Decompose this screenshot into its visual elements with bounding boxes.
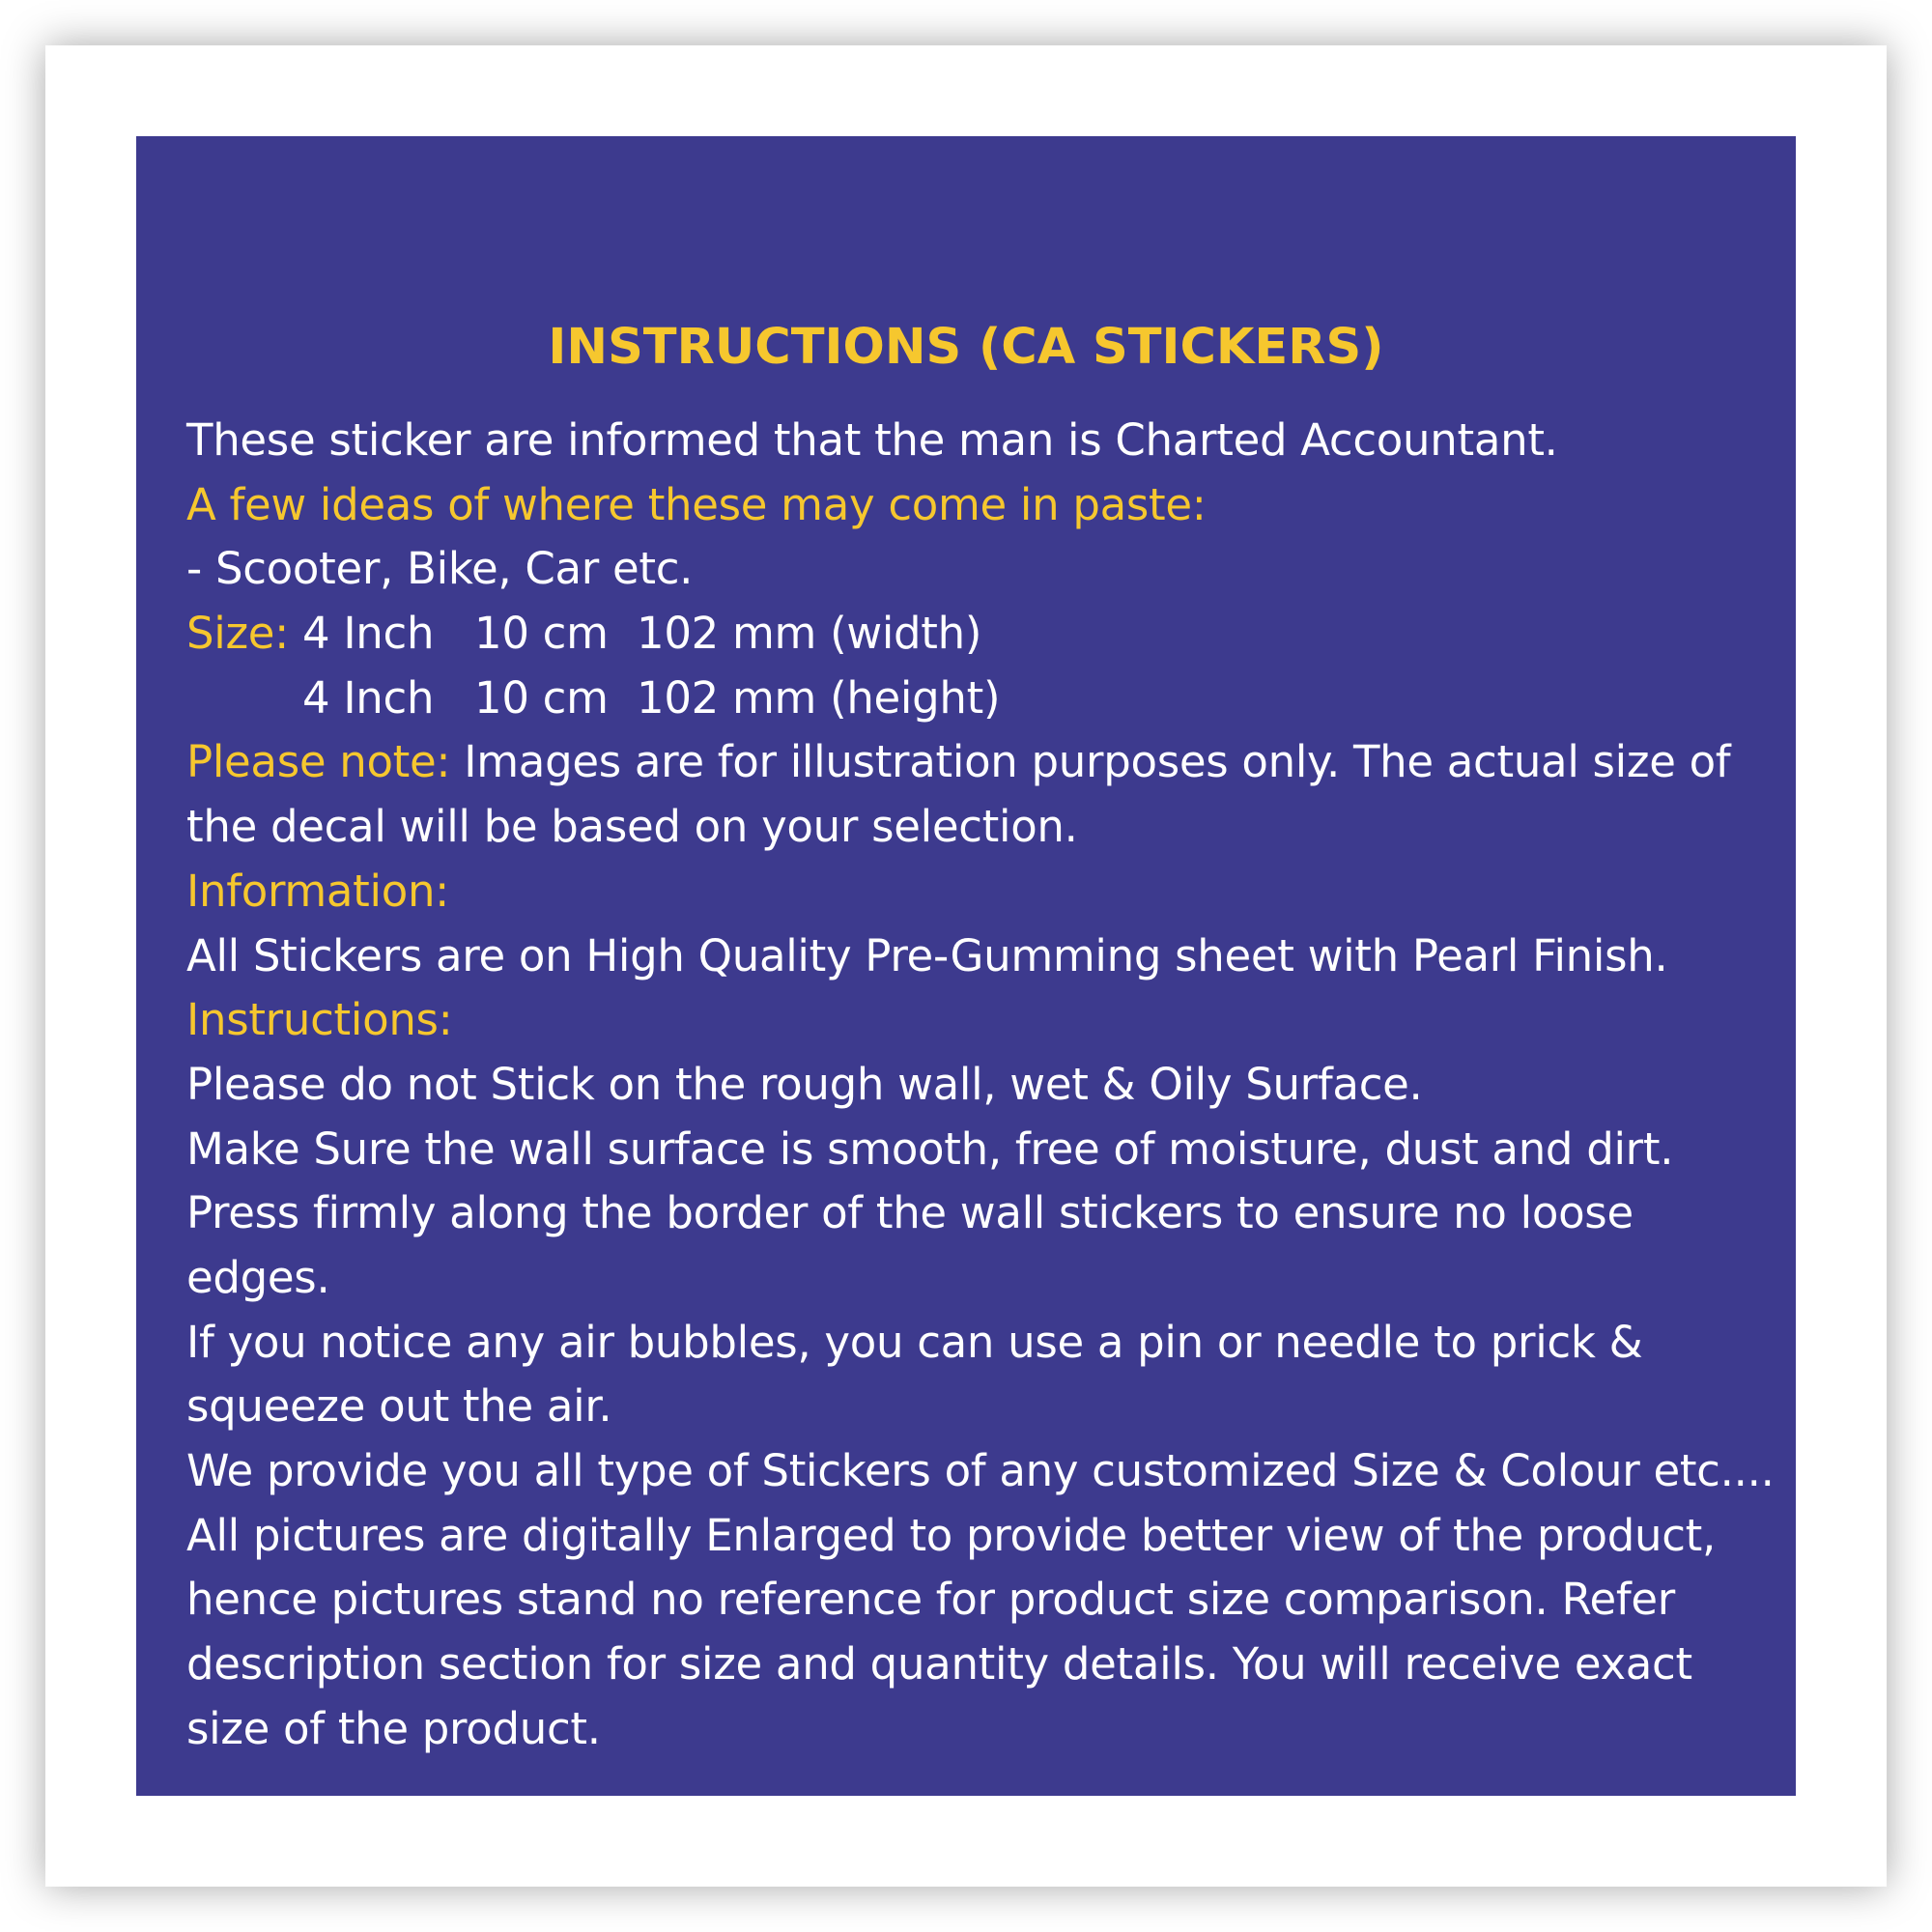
instruction-line: hence pictures stand no reference for product size comparison. Refer bbox=[186, 1574, 1675, 1626]
size-mm: 102 mm (height) bbox=[637, 671, 1001, 724]
note-label: Please note: bbox=[186, 736, 451, 788]
ideas-heading: A few ideas of where these may come in paste: bbox=[186, 478, 1207, 530]
note-line-2: the decal will be based on your selection. bbox=[186, 801, 1078, 853]
size-mm: 102 mm (width) bbox=[637, 608, 982, 660]
size-inch: 4 Inch bbox=[302, 608, 435, 660]
information-text: All Stickers are on High Quality Pre-Gumming sheet with Pearl Finish. bbox=[186, 929, 1668, 981]
page-title: INSTRUCTIONS (CA STICKERS) bbox=[548, 319, 1384, 376]
instruction-line: Make Sure the wall surface is smooth, free of moisture, dust and dirt. bbox=[186, 1122, 1674, 1175]
instruction-line: All pictures are digitally Enlarged to provide better view of the product, bbox=[186, 1509, 1716, 1561]
ideas-item: - Scooter, Bike, Car etc. bbox=[186, 543, 694, 595]
instruction-line: If you notice any air bubbles, you can use a pin or needle to prick & bbox=[186, 1316, 1643, 1368]
intro-text: These sticker are informed that the man is Charted Accountant. bbox=[186, 414, 1558, 466]
note-text: Images are for illustration purposes only. The actual size of bbox=[450, 736, 1731, 788]
instruction-line: Please do not Stick on the rough wall, wet & Oily Surface. bbox=[186, 1058, 1423, 1110]
instructions-heading: Instructions: bbox=[186, 994, 453, 1046]
information-heading: Information: bbox=[186, 865, 450, 917]
size-inch: 4 Inch bbox=[302, 671, 435, 724]
size-row-height bbox=[186, 667, 1771, 731]
instruction-line: description section for size and quantity details. You will receive exact bbox=[186, 1638, 1692, 1690]
size-cm: 10 cm bbox=[474, 671, 609, 724]
size-row-width bbox=[186, 602, 1771, 667]
instruction-line: Press firmly along the border of the wall stickers to ensure no loose bbox=[186, 1187, 1634, 1239]
instruction-line: squeeze out the air. bbox=[186, 1380, 612, 1433]
size-cm: 10 cm bbox=[474, 608, 609, 660]
size-label: Size: bbox=[186, 608, 290, 660]
instruction-line: We provide you all type of Stickers of any customized Size & Colour etc.... bbox=[186, 1445, 1775, 1496]
note-line-1 bbox=[186, 730, 1771, 795]
instruction-line: size of the product. bbox=[186, 1702, 601, 1754]
instructions-body bbox=[186, 409, 1775, 1761]
instructions-panel bbox=[136, 136, 1796, 1796]
instruction-line: edges. bbox=[186, 1251, 330, 1303]
